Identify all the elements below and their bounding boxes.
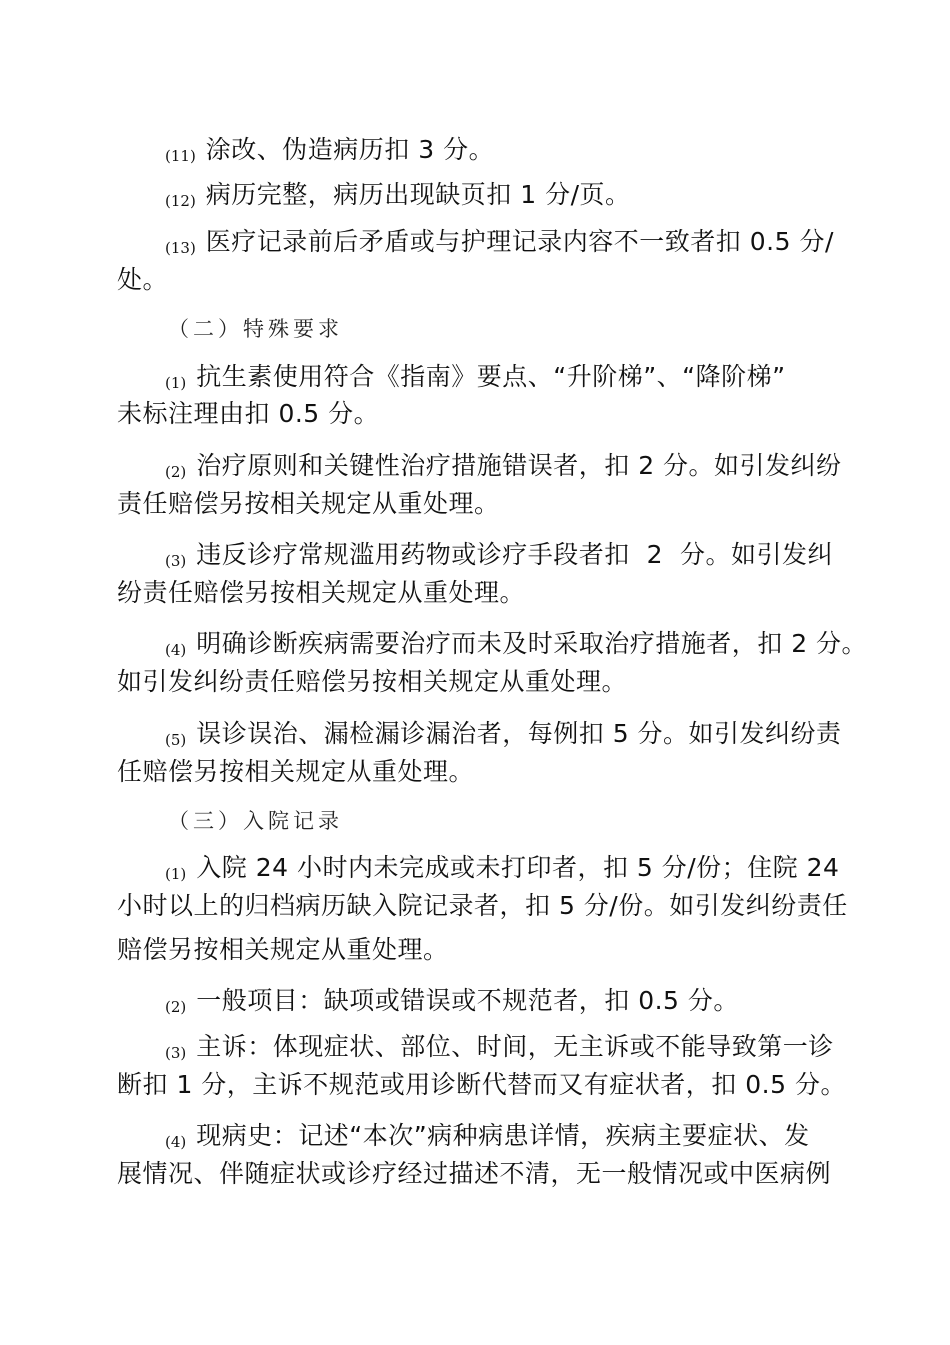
item-number: (3) — [165, 552, 187, 570]
item-text: 明确诊断疾病需要治疗而未及时采取治疗措施者，扣 2 分。 — [196, 629, 868, 658]
item-number: (11) — [165, 147, 196, 165]
list-item — [165, 850, 839, 889]
item-text-continued: 赔偿另按相关规定从重处理。 — [117, 935, 449, 964]
list-item — [165, 132, 494, 171]
item-text: 医疗记录前后矛盾或与护理记录内容不一致者扣 0.5 分/ — [205, 227, 834, 256]
item-text-continued: 断扣 1 分，主诉不规范或用诊断代替而又有症状者，扣 0.5 分。 — [117, 1070, 846, 1099]
list-item — [165, 983, 739, 1022]
item-text-continued: 责任赔偿另按相关规定从重处理。 — [117, 489, 500, 518]
item-text: 涂改、伪造病历扣 3 分。 — [205, 135, 495, 164]
list-item — [165, 1118, 810, 1157]
item-text: 抗生素使用符合《指南》要点、“升阶梯”、“降阶梯” — [196, 362, 786, 391]
item-text: 治疗原则和关键性治疗措施错误者，扣 2 分。如引发纠纷 — [196, 451, 842, 480]
item-text: 入院 24 小时内未完成或未打印者，扣 5 分/份；住院 24 — [196, 853, 840, 882]
section-heading: （二）特殊要求 — [168, 317, 343, 341]
section-heading: （三）入院记录 — [168, 809, 343, 833]
item-text: 一般项目：缺项或错误或不规范者，扣 0.5 分。 — [196, 986, 739, 1015]
item-number: (13) — [165, 239, 196, 257]
list-item — [165, 716, 842, 755]
list-item — [165, 1029, 834, 1068]
item-text-continued: 未标注理由扣 0.5 分。 — [117, 399, 380, 428]
item-text-continued: 小时以上的归档病历缺入院记录者，扣 5 分/份。如引发纠纷责任 — [117, 891, 848, 920]
item-text: 病历完整，病历出现缺页扣 1 分/页。 — [205, 180, 631, 209]
item-number: (12) — [165, 192, 196, 210]
item-number: (3) — [165, 1044, 187, 1062]
item-text-continued: 处。 — [117, 265, 169, 294]
item-text: 误诊误治、漏检漏诊漏治者，每例扣 5 分。如引发纠纷责 — [196, 719, 842, 748]
list-item — [165, 537, 833, 576]
list-item — [165, 177, 631, 216]
list-item — [165, 448, 842, 487]
list-item — [165, 224, 834, 263]
item-text: 主诉：体现症状、部位、时间，无主诉或不能导致第一诊 — [196, 1032, 834, 1061]
item-text-continued: 如引发纠纷责任赔偿另按相关规定从重处理。 — [117, 667, 628, 696]
list-item — [165, 359, 786, 398]
item-text-continued: 任赔偿另按相关规定从重处理。 — [117, 757, 475, 786]
item-text: 违反诊疗常规滥用药物或诊疗手段者扣 2 分。如引发纠 — [196, 540, 833, 569]
item-number: (2) — [165, 463, 187, 481]
list-item — [165, 626, 867, 665]
item-text-continued: 展情况、伴随症状或诊疗经过描述不清，无一般情况或中医病例 — [117, 1159, 832, 1188]
item-number: (4) — [165, 1133, 187, 1151]
item-number: (2) — [165, 998, 187, 1016]
item-text-continued: 纷责任赔偿另按相关规定从重处理。 — [117, 578, 526, 607]
item-number: (1) — [165, 374, 187, 392]
item-number: (1) — [165, 865, 187, 883]
item-text: 现病史：记述“本次”病种病患详情，疾病主要症状、发 — [196, 1121, 810, 1150]
item-number: (4) — [165, 641, 187, 659]
item-number: (5) — [165, 731, 187, 749]
